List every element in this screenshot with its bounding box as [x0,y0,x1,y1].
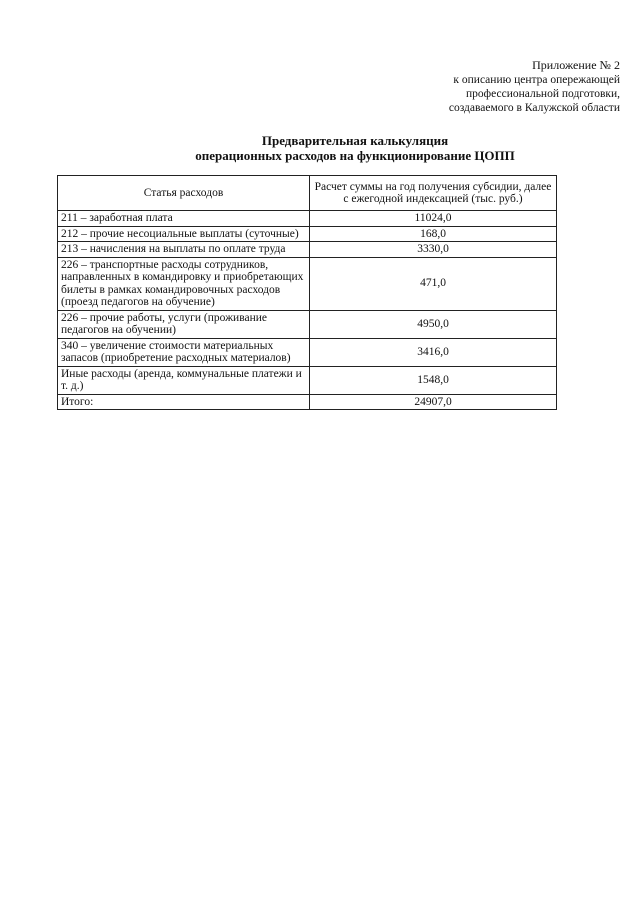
title-line-2: операционных расходов на функционирование ЦОПП [195,148,515,163]
appendix-line-2: профессиональной подготовки, [465,88,620,100]
expense-amount: 3416,0 [310,338,557,366]
total-amount: 24907,0 [310,394,557,410]
table-row [58,338,557,366]
expense-item: 213 – начисления на выплаты по оплате труда [58,242,310,258]
expense-item: 226 – транспортные расходы сотрудников, направленных в командировку и приобретающих билеты в рамках командировочных расходов (проезд педагогов на обучение) [58,257,310,310]
expense-item: 211 – заработная плата [58,211,310,227]
expense-amount: 11024,0 [310,211,557,227]
appendix-header [449,58,620,115]
expense-item: 226 – прочие работы, услуги (проживание педагогов на обучении) [58,310,310,338]
calculation-table [57,175,557,410]
table-row [58,242,557,258]
table-row [58,366,557,394]
expense-amount: 1548,0 [310,366,557,394]
appendix-line-1: к описанию центра опережающей [453,74,620,86]
appendix-line-3: создаваемого в Калужской области [448,102,620,114]
table-header-row [58,176,557,211]
expense-amount: 471,0 [310,257,557,310]
table-row [58,310,557,338]
appendix-number: Приложение № 2 [532,58,620,72]
table-total-row [58,394,557,410]
title-line-1: Предварительная калькуляция [261,133,449,148]
table-row [58,211,557,227]
table-row [58,226,557,242]
expense-amount: 168,0 [310,226,557,242]
header-amount: Расчет суммы на год получения субсидии, далее с ежегодной индексацией (тыс. руб.) [310,176,557,211]
total-label: Итого: [58,394,310,410]
expense-item: Иные расходы (аренда, коммунальные платежи и т. д.) [58,366,310,394]
header-expense-item: Статья расходов [58,176,310,211]
expense-amount: 4950,0 [310,310,557,338]
expense-amount: 3330,0 [310,242,557,258]
document-title [0,133,640,163]
expense-item: 212 – прочие несоциальные выплаты (суточные) [58,226,310,242]
table-row [58,257,557,310]
expense-item: 340 – увеличение стоимости материальных запасов (приобретение расходных материалов) [58,338,310,366]
